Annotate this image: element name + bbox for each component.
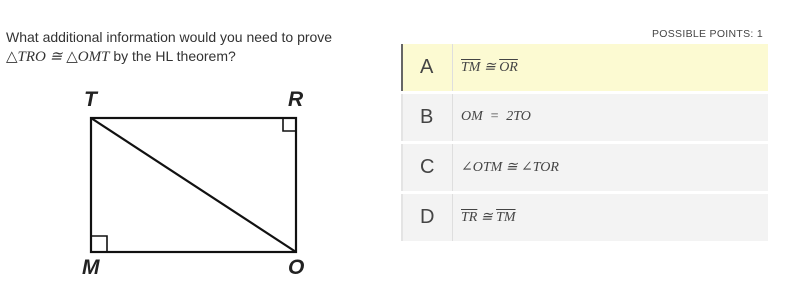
choice-a[interactable] [401, 44, 768, 91]
choice-letter: B [420, 106, 434, 128]
vertex-label-t: T [84, 88, 97, 111]
question-line-1: What additional information would you need to prove [6, 29, 333, 45]
choice-divider [452, 144, 453, 191]
choice-answer: ∠OTM ≅ ∠TOR [461, 160, 559, 175]
triangle-omt: △OMT [66, 49, 110, 65]
choice-letter: D [420, 206, 435, 228]
segment-tr: $\overline{TR}$ [461, 210, 478, 225]
congruent-symbol: ≅ [483, 60, 496, 75]
congruent-symbol: ≅ [480, 210, 493, 225]
question-line-2-rest: by the HL theorem? [109, 48, 236, 64]
possible-points: POSSIBLE POINTS: 1 [651, 28, 763, 40]
right-angle-r [283, 118, 296, 131]
segment-or: $\overline{OR}$ [499, 60, 518, 75]
triangle-tro: △TRO [6, 49, 46, 65]
question-text [6, 28, 376, 67]
vertex-label-m: M [82, 256, 100, 279]
choice-answer [461, 209, 516, 226]
answer-choices [401, 44, 768, 244]
choice-d[interactable] [401, 194, 768, 241]
choice-letter: A [420, 56, 434, 78]
choice-answer: OM = 2TO [461, 109, 531, 124]
segment-tm: $\overline{TM}$ [496, 210, 516, 225]
question-line-2 [6, 47, 376, 67]
right-angle-m [91, 236, 107, 252]
vertex-label-r: R [288, 88, 304, 111]
diagonal-to [91, 118, 296, 252]
congruent-symbol: ≅ [49, 49, 63, 65]
choice-divider [452, 44, 453, 91]
choice-divider [452, 94, 453, 141]
choice-answer [461, 59, 518, 76]
vertex-label-o: O [288, 256, 305, 279]
choice-c[interactable] [401, 144, 768, 191]
choice-b[interactable] [401, 94, 768, 141]
choice-divider [452, 194, 453, 241]
rectangle-diagram [70, 86, 330, 286]
segment-tm: $\overline{TM}$ [461, 60, 481, 75]
choice-letter: C [420, 156, 435, 178]
